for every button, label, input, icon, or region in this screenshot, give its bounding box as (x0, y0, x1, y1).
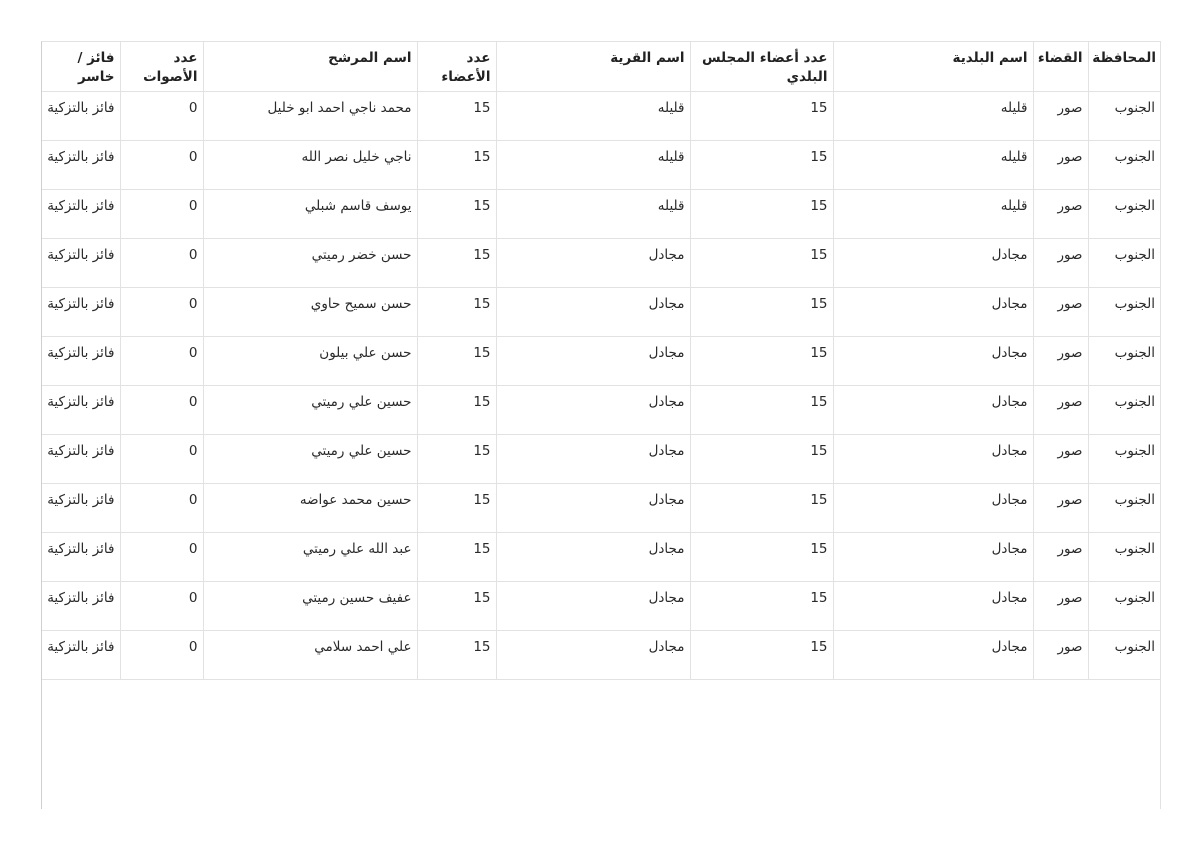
votes-cell: 0 (120, 336, 203, 385)
table-row (42, 287, 1160, 336)
council-members-cell: 15 (690, 385, 833, 434)
members-count-cell: 15 (417, 287, 496, 336)
candidate-name-cell: يوسف قاسم شبلي (203, 189, 417, 238)
result-cell: فائز بالتزكية (42, 483, 120, 532)
village-cell: قليله (496, 140, 690, 189)
council-members-cell: 15 (690, 336, 833, 385)
governorate-cell: الجنوب (1088, 483, 1160, 532)
district-cell: صور (1033, 385, 1088, 434)
council-members-cell: 15 (690, 581, 833, 630)
members-count-cell: 15 (417, 336, 496, 385)
header-district: القضاء (1033, 42, 1088, 91)
header-row (42, 42, 1160, 91)
table-row (42, 189, 1160, 238)
village-cell: مجادل (496, 483, 690, 532)
village-cell: مجادل (496, 336, 690, 385)
municipality-cell: قليله (833, 140, 1033, 189)
votes-cell: 0 (120, 238, 203, 287)
votes-cell: 0 (120, 532, 203, 581)
members-count-cell: 15 (417, 91, 496, 140)
members-count-cell: 15 (417, 581, 496, 630)
governorate-cell: الجنوب (1088, 434, 1160, 483)
municipality-cell: مجادل (833, 581, 1033, 630)
members-count-cell: 15 (417, 140, 496, 189)
result-cell: فائز بالتزكية (42, 385, 120, 434)
district-cell: صور (1033, 483, 1088, 532)
header-municipality: اسم البلدية (833, 42, 1033, 91)
candidate-name-cell: محمد ناجي احمد ابو خليل (203, 91, 417, 140)
members-count-cell: 15 (417, 434, 496, 483)
council-members-cell: 15 (690, 140, 833, 189)
municipality-cell: مجادل (833, 287, 1033, 336)
table-row (42, 91, 1160, 140)
council-members-cell: 15 (690, 238, 833, 287)
members-count-cell: 15 (417, 189, 496, 238)
village-cell: مجادل (496, 238, 690, 287)
district-cell: صور (1033, 434, 1088, 483)
village-cell: مجادل (496, 287, 690, 336)
village-cell: مجادل (496, 434, 690, 483)
header-votes: عدد الأصوات (120, 42, 203, 91)
municipality-cell: قليله (833, 189, 1033, 238)
result-cell: فائز بالتزكية (42, 287, 120, 336)
result-cell: فائز بالتزكية (42, 140, 120, 189)
results-table-container (41, 41, 1161, 809)
candidate-name-cell: حسن علي بيلون (203, 336, 417, 385)
municipality-cell: مجادل (833, 483, 1033, 532)
result-cell: فائز بالتزكية (42, 581, 120, 630)
governorate-cell: الجنوب (1088, 630, 1160, 679)
table-row (42, 336, 1160, 385)
municipality-cell: مجادل (833, 238, 1033, 287)
table-row (42, 238, 1160, 287)
table-row (42, 630, 1160, 679)
results-table (42, 42, 1160, 680)
governorate-cell: الجنوب (1088, 238, 1160, 287)
header-candidate-name: اسم المرشح (203, 42, 417, 91)
votes-cell: 0 (120, 434, 203, 483)
district-cell: صور (1033, 91, 1088, 140)
village-cell: قليله (496, 91, 690, 140)
table-row (42, 385, 1160, 434)
municipality-cell: قليله (833, 91, 1033, 140)
votes-cell: 0 (120, 581, 203, 630)
candidate-name-cell: عفيف حسين رميتي (203, 581, 417, 630)
header-members-count: عدد الأعضاء (417, 42, 496, 91)
governorate-cell: الجنوب (1088, 532, 1160, 581)
district-cell: صور (1033, 630, 1088, 679)
governorate-cell: الجنوب (1088, 287, 1160, 336)
candidate-name-cell: حسين محمد عواضه (203, 483, 417, 532)
members-count-cell: 15 (417, 385, 496, 434)
header-council-members: عدد أعضاء المجلس البلدي (690, 42, 833, 91)
votes-cell: 0 (120, 91, 203, 140)
candidate-name-cell: ناجي خليل نصر الله (203, 140, 417, 189)
table-row (42, 483, 1160, 532)
header-governorate: المحافظة (1088, 42, 1160, 91)
governorate-cell: الجنوب (1088, 336, 1160, 385)
village-cell: قليله (496, 189, 690, 238)
municipality-cell: مجادل (833, 434, 1033, 483)
members-count-cell: 15 (417, 532, 496, 581)
village-cell: مجادل (496, 385, 690, 434)
votes-cell: 0 (120, 385, 203, 434)
table-body (42, 91, 1160, 679)
result-cell: فائز بالتزكية (42, 434, 120, 483)
village-cell: مجادل (496, 630, 690, 679)
votes-cell: 0 (120, 287, 203, 336)
candidate-name-cell: حسين علي رميتي (203, 434, 417, 483)
candidate-name-cell: عبد الله علي رميتي (203, 532, 417, 581)
table-row (42, 140, 1160, 189)
candidate-name-cell: علي احمد سلامي (203, 630, 417, 679)
governorate-cell: الجنوب (1088, 581, 1160, 630)
candidate-name-cell: حسن سميح حاوي (203, 287, 417, 336)
result-cell: فائز بالتزكية (42, 238, 120, 287)
council-members-cell: 15 (690, 630, 833, 679)
council-members-cell: 15 (690, 434, 833, 483)
district-cell: صور (1033, 140, 1088, 189)
header-village: اسم القرية (496, 42, 690, 91)
governorate-cell: الجنوب (1088, 91, 1160, 140)
governorate-cell: الجنوب (1088, 140, 1160, 189)
members-count-cell: 15 (417, 238, 496, 287)
result-cell: فائز بالتزكية (42, 91, 120, 140)
district-cell: صور (1033, 189, 1088, 238)
district-cell: صور (1033, 287, 1088, 336)
result-cell: فائز بالتزكية (42, 189, 120, 238)
votes-cell: 0 (120, 483, 203, 532)
council-members-cell: 15 (690, 189, 833, 238)
municipality-cell: مجادل (833, 630, 1033, 679)
candidate-name-cell: حسين علي رميتي (203, 385, 417, 434)
members-count-cell: 15 (417, 630, 496, 679)
result-cell: فائز بالتزكية (42, 336, 120, 385)
municipality-cell: مجادل (833, 532, 1033, 581)
header-result: فائز / خاسر (42, 42, 120, 91)
votes-cell: 0 (120, 140, 203, 189)
municipality-cell: مجادل (833, 336, 1033, 385)
district-cell: صور (1033, 581, 1088, 630)
council-members-cell: 15 (690, 483, 833, 532)
council-members-cell: 15 (690, 532, 833, 581)
governorate-cell: الجنوب (1088, 189, 1160, 238)
members-count-cell: 15 (417, 483, 496, 532)
district-cell: صور (1033, 238, 1088, 287)
council-members-cell: 15 (690, 287, 833, 336)
village-cell: مجادل (496, 532, 690, 581)
district-cell: صور (1033, 336, 1088, 385)
candidate-name-cell: حسن خضر رميتي (203, 238, 417, 287)
council-members-cell: 15 (690, 91, 833, 140)
table-row (42, 434, 1160, 483)
district-cell: صور (1033, 532, 1088, 581)
votes-cell: 0 (120, 630, 203, 679)
table-row (42, 581, 1160, 630)
governorate-cell: الجنوب (1088, 385, 1160, 434)
result-cell: فائز بالتزكية (42, 630, 120, 679)
municipality-cell: مجادل (833, 385, 1033, 434)
result-cell: فائز بالتزكية (42, 532, 120, 581)
village-cell: مجادل (496, 581, 690, 630)
votes-cell: 0 (120, 189, 203, 238)
table-row (42, 532, 1160, 581)
